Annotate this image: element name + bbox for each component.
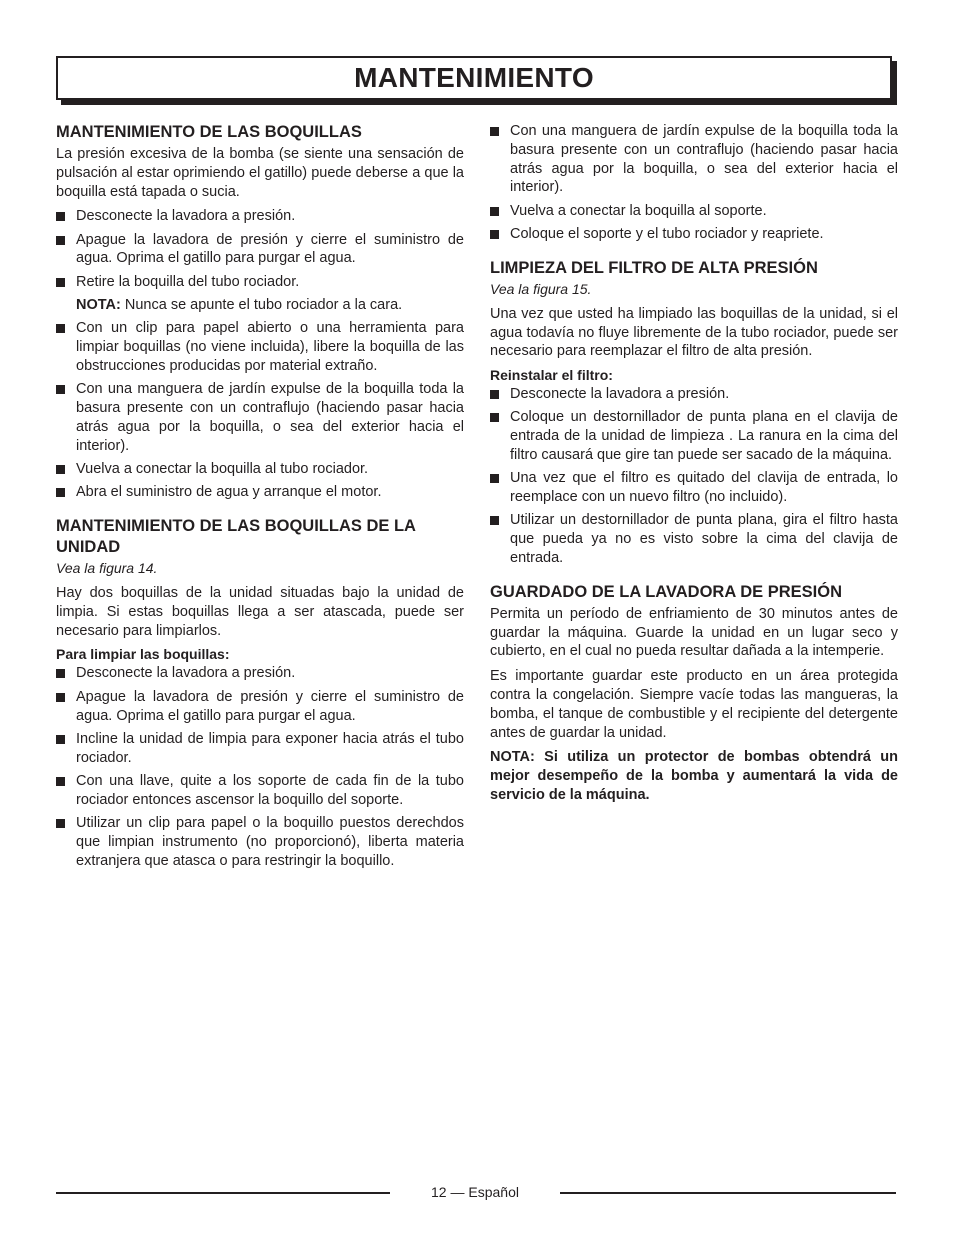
paragraph: Permita un período de enfriamiento de 30 minutos antes de guardar la máquina. Guarde la unidad en un lugar seco y cubierto, en el cual no pueda resultar dañada a la intemperie.: [490, 605, 898, 660]
list-item: Desconecte la lavadora a presión.: [56, 664, 464, 683]
note: [56, 296, 464, 315]
list-item: Apague la lavadora de presión y cierre el suministro de agua. Oprima el gatillo para purgar el agua.: [56, 688, 464, 726]
list-item: Con una manguera de jardín expulse de la boquilla toda la basura presente con un contraflujo (haciendo pasar hacia atrás agua por la boquilla, o sea del exterior hacia el interior).: [56, 380, 464, 455]
list-item: Desconecte la lavadora a presión.: [490, 385, 898, 404]
bullet-list: [490, 122, 898, 244]
square-bullet-icon: [490, 474, 499, 483]
list-item: Incline la unidad de limpia para exponer hacia atrás el tubo rociador.: [56, 730, 464, 768]
section-heading: GUARDADO DE LA LAVADORA DE PRESIÓN: [490, 582, 843, 601]
list-item: Con una llave, quite a los soporte de cada fin de la tubo rociador entonces ascensor la boquillo del soporte.: [56, 772, 464, 810]
section-heading: MANTENIMIENTO DE LAS BOQUILLAS: [56, 123, 362, 141]
square-bullet-icon: [56, 669, 65, 678]
bullet-list: [490, 385, 898, 568]
list-item: Abra el suministro de agua y arranque el motor.: [56, 483, 464, 502]
section-heading: LIMPIEZA DEL FILTRO DE ALTA PRESIÓN: [490, 258, 818, 277]
title-box: [56, 56, 892, 100]
footer-rule-right: [560, 1192, 896, 1194]
list-item: Utilizar un destornillador de punta plana, gira el filtro hasta que pueda ya no es visto sobre la cima del clavija de entrada.: [490, 511, 898, 567]
figure-reference: Vea la figura 15.: [490, 280, 592, 297]
note-label: NOTA:: [76, 297, 121, 314]
subheading: Para limpiar las boquillas:: [56, 646, 230, 663]
square-bullet-icon: [56, 465, 65, 474]
square-bullet-icon: [56, 278, 65, 287]
square-bullet-icon: [56, 777, 65, 786]
paragraph: Hay dos boquillas de la unidad situadas bajo la unidad de limpia. Si estas boquillas llega a ser atascada, puede ser necesario para limpiarlos.: [56, 585, 464, 639]
square-bullet-icon: [490, 127, 499, 136]
note-text: Nunca se apunte el tubo rociador a la cara.: [120, 297, 403, 314]
list-item: Retire la boquilla del tubo rociador.: [56, 273, 464, 292]
square-bullet-icon: [490, 230, 499, 239]
bullet-list: [56, 207, 464, 291]
paragraph: La presión excesiva de la bomba (se siente una sensación de pulsación al estar oprimiendo el gatillo) puede deberse a que la boquilla está tapada o sucia.: [56, 146, 464, 200]
list-item: Coloque un destornillador de punta plana en el clavija de entrada de la unidad de limpieza . La ranura en la cima del filtro causará que gire tan puede ser sacado de la máquina.: [490, 408, 898, 464]
list-item: Desconecte la lavadora a presión.: [56, 207, 464, 226]
square-bullet-icon: [490, 207, 499, 216]
list-item: Coloque el soporte y el tubo rociador y reapriete.: [490, 225, 898, 244]
list-item: Con una manguera de jardín expulse de la boquilla toda la basura presente con un contraflujo (haciendo pasar hacia atrás agua por la boquilla, o sea del exterior hacia el interior).: [490, 122, 898, 197]
square-bullet-icon: [490, 516, 499, 525]
square-bullet-icon: [56, 385, 65, 394]
list-item: Vuelva a conectar la boquilla al tubo rociador.: [56, 460, 464, 479]
section-heading: MANTENIMIENTO DE LAS BOQUILLAS DE LA UNIDAD: [56, 517, 416, 557]
footer-rule-left: [56, 1192, 390, 1194]
list-item: Vuelva a conectar la boquilla al soporte.: [490, 202, 898, 221]
square-bullet-icon: [56, 693, 65, 702]
page-title: MANTENIMIENTO: [354, 62, 594, 93]
square-bullet-icon: [490, 390, 499, 399]
right-column: [490, 122, 898, 811]
square-bullet-icon: [56, 488, 65, 497]
page-number: 12 — Español: [431, 1184, 519, 1200]
paragraph: Es importante guardar este producto en un área protegida contra la congelación. Siempre vacíe todas las mangueras, la bomba, el tanque de combustible y el recipiente del detergente antes de guardar la unidad.: [490, 668, 898, 741]
bullet-list: [56, 319, 464, 502]
subheading: Reinstalar el filtro:: [490, 367, 613, 384]
list-item: Apague la lavadora de presión y cierre el suministro de agua. Oprima el gatillo para purgar el agua.: [56, 231, 464, 269]
list-item: Una vez que el filtro es quitado del clavija de entrada, lo reemplace con un nuevo filtro (no incluido).: [490, 469, 898, 507]
figure-reference: Vea la figura 14.: [56, 560, 158, 577]
square-bullet-icon: [56, 324, 65, 333]
list-item: Con un clip para papel abierto o una herramienta para limpiar boquillas (no viene incluida), libere la boquilla de las obstrucciones producidas por material extraño.: [56, 319, 464, 375]
bold-note: NOTA: Si utiliza un protector de bombas obtendrá un mejor desempeño de la bomba y aumentará la vida de servicio de la máquina.: [490, 749, 898, 804]
square-bullet-icon: [56, 735, 65, 744]
square-bullet-icon: [56, 236, 65, 245]
square-bullet-icon: [56, 212, 65, 221]
list-item: Utilizar un clip para papel o la boquillo puestos derechdos que limpian instrumento (no proporcionó), liberta materia extranjera que atasca o para restringir la boquillo.: [56, 814, 464, 870]
paragraph: Una vez que usted ha limpiado las boquillas de la unidad, si el agua todavía no fluye libremente de la tubo rociador, puede ser necesario para reemplazar el filtro de alta presión.: [490, 305, 898, 360]
square-bullet-icon: [490, 413, 499, 422]
square-bullet-icon: [56, 819, 65, 828]
left-column: [56, 122, 464, 875]
bullet-list: [56, 664, 464, 870]
